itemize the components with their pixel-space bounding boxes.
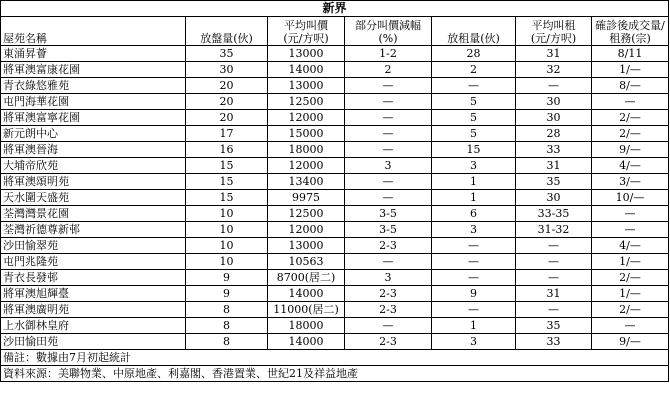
cell-cut: 3-5 — [345, 206, 432, 222]
cell-listings: 35 — [186, 46, 268, 62]
cell-listings: 30 — [186, 62, 268, 78]
header-cut-line2: (%) — [378, 32, 398, 45]
cell-rent-listings: 3 — [432, 222, 516, 238]
cell-avg-ask-price: 18000 — [268, 318, 345, 334]
cell-cut: 2-3 — [345, 238, 432, 254]
cell-name: 將軍澳旭輝臺 — [1, 286, 186, 302]
cell-rent-listings: 2 — [432, 62, 516, 78]
cell-cut: 2-3 — [345, 302, 432, 318]
cell-cut: — — [345, 318, 432, 334]
cell-avg-ask-price: 12500 — [268, 206, 345, 222]
cell-name: 將軍澳晉海 — [1, 142, 186, 158]
table-row — [1, 286, 669, 302]
cell-cut: 2-3 — [345, 286, 432, 302]
cell-avg-ask-rent: 35 — [516, 174, 592, 190]
cell-avg-ask-rent: 30 — [516, 190, 592, 206]
table-row — [1, 270, 669, 286]
header-rent-listings: 放租量(伙) — [432, 17, 516, 46]
cell-listings: 10 — [186, 254, 268, 270]
cell-rent-listings: — — [432, 78, 516, 94]
cell-avg-ask-price: 18000 — [268, 142, 345, 158]
table-row — [1, 174, 669, 190]
cell-avg-ask-price: 14000 — [268, 286, 345, 302]
table-title: 新界 — [1, 1, 669, 17]
cell-name: 將軍澳頌明苑 — [1, 174, 186, 190]
cell-confirmed: 9/— — [592, 334, 669, 350]
cell-avg-ask-price: 12000 — [268, 222, 345, 238]
cell-confirmed: 2/— — [592, 302, 669, 318]
source-row — [1, 366, 669, 382]
header-listings: 放盤量(伙) — [186, 17, 268, 46]
cell-listings: 9 — [186, 286, 268, 302]
cell-listings: 15 — [186, 158, 268, 174]
cell-name: 將軍澳富寧花園 — [1, 110, 186, 126]
cell-name: 天水圍天盛苑 — [1, 190, 186, 206]
cell-avg-ask-rent: 33 — [516, 142, 592, 158]
cell-cut: 3-5 — [345, 222, 432, 238]
cell-name: 青衣長發邨 — [1, 270, 186, 286]
cell-avg-ask-rent: 30 — [516, 94, 592, 110]
cell-rent-listings: — — [432, 270, 516, 286]
cell-name: 新元朗中心 — [1, 126, 186, 142]
cell-listings: 10 — [186, 238, 268, 254]
cell-avg-ask-price: 13000 — [268, 238, 345, 254]
cell-avg-ask-price: 13000 — [268, 46, 345, 62]
cell-avg-ask-rent: 33-35 — [516, 206, 592, 222]
cell-avg-ask-rent: 35 — [516, 318, 592, 334]
cell-confirmed: 9/— — [592, 142, 669, 158]
cell-listings: 20 — [186, 94, 268, 110]
cell-rent-listings: 9 — [432, 286, 516, 302]
cell-name: 東涌昇薈 — [1, 46, 186, 62]
header-avg-ask-price — [268, 17, 345, 46]
note-source: 資料來源：美聯物業、中原地產、利嘉閣、香港置業、世紀21及祥益地產 — [1, 366, 669, 382]
header-avg-ask-price-line1: 平均叫價 — [284, 19, 328, 32]
cell-name: 沙田愉翠苑 — [1, 238, 186, 254]
header-confirmed — [592, 17, 669, 46]
cell-cut: 3 — [345, 270, 432, 286]
cell-avg-ask-price: 13400 — [268, 174, 345, 190]
table-row — [1, 78, 669, 94]
cell-listings: 15 — [186, 174, 268, 190]
table-row — [1, 254, 669, 270]
table-row — [1, 94, 669, 110]
cell-listings: 10 — [186, 222, 268, 238]
note-row — [1, 350, 669, 366]
table-row — [1, 46, 669, 62]
cell-cut: 2 — [345, 62, 432, 78]
cell-name: 沙田愉田苑 — [1, 334, 186, 350]
cell-avg-ask-price: 12000 — [268, 158, 345, 174]
cell-avg-ask-price: 13000 — [268, 78, 345, 94]
header-row — [1, 17, 669, 46]
cell-name: 荃灣灣景花園 — [1, 206, 186, 222]
table-row — [1, 126, 669, 142]
header-confirmed-line2: 租務(宗) — [609, 32, 651, 45]
cell-avg-ask-rent: 31 — [516, 46, 592, 62]
cell-name: 將軍澳廣明苑 — [1, 302, 186, 318]
cell-cut: 2-3 — [345, 334, 432, 350]
cell-confirmed: — — [592, 94, 669, 110]
table-row — [1, 302, 669, 318]
cell-confirmed: 10/— — [592, 190, 669, 206]
table-row — [1, 222, 669, 238]
cell-confirmed: 8/11 — [592, 46, 669, 62]
cell-avg-ask-price: 14000 — [268, 334, 345, 350]
cell-cut: — — [345, 254, 432, 270]
cell-avg-ask-price: 11000(居二) — [268, 302, 345, 318]
cell-avg-ask-rent: 30 — [516, 110, 592, 126]
header-cut-line1: 部分叫價減幅 — [355, 19, 421, 32]
header-confirmed-line1: 確診後成交量/ — [595, 19, 665, 32]
cell-rent-listings: — — [432, 238, 516, 254]
cell-cut: — — [345, 174, 432, 190]
cell-name: 將軍澳富康花園 — [1, 62, 186, 78]
cell-name: 屯門兆隆苑 — [1, 254, 186, 270]
table-row — [1, 238, 669, 254]
cell-cut: — — [345, 78, 432, 94]
cell-name: 大埔帝欣苑 — [1, 158, 186, 174]
cell-cut: — — [345, 142, 432, 158]
cell-cut: 3 — [345, 158, 432, 174]
cell-name: 上水御林皇府 — [1, 318, 186, 334]
cell-avg-ask-rent: — — [516, 254, 592, 270]
cell-confirmed: — — [592, 318, 669, 334]
table-row — [1, 158, 669, 174]
cell-rent-listings: 3 — [432, 158, 516, 174]
header-cut — [345, 17, 432, 46]
cell-name: 屯門海華花園 — [1, 94, 186, 110]
cell-rent-listings: 6 — [432, 206, 516, 222]
cell-avg-ask-price: 15000 — [268, 126, 345, 142]
cell-confirmed: 2/— — [592, 126, 669, 142]
cell-avg-ask-price: 10563 — [268, 254, 345, 270]
cell-confirmed: 3/— — [592, 174, 669, 190]
cell-listings: 20 — [186, 78, 268, 94]
cell-confirmed: 4/— — [592, 238, 669, 254]
table-row — [1, 62, 669, 78]
table-row — [1, 318, 669, 334]
cell-avg-ask-rent: — — [516, 302, 592, 318]
cell-rent-listings: 1 — [432, 190, 516, 206]
cell-confirmed: — — [592, 206, 669, 222]
cell-confirmed: 1/— — [592, 62, 669, 78]
cell-avg-ask-price: 9975 — [268, 190, 345, 206]
cell-listings: 16 — [186, 142, 268, 158]
cell-rent-listings: 5 — [432, 94, 516, 110]
cell-rent-listings: 3 — [432, 334, 516, 350]
cell-listings: 9 — [186, 270, 268, 286]
cell-cut: — — [345, 126, 432, 142]
table-row — [1, 190, 669, 206]
cell-rent-listings: 1 — [432, 174, 516, 190]
cell-confirmed: 2/— — [592, 270, 669, 286]
cell-avg-ask-price: 14000 — [268, 62, 345, 78]
cell-avg-ask-rent: 31 — [516, 286, 592, 302]
cell-listings: 8 — [186, 302, 268, 318]
cell-rent-listings: 5 — [432, 110, 516, 126]
note-remark: 備註：數據由7月初起統計 — [1, 350, 669, 366]
cell-avg-ask-rent: 28 — [516, 126, 592, 142]
cell-rent-listings: 5 — [432, 126, 516, 142]
cell-avg-ask-rent: 31-32 — [516, 222, 592, 238]
cell-avg-ask-rent: — — [516, 238, 592, 254]
cell-cut: — — [345, 94, 432, 110]
cell-confirmed: — — [592, 222, 669, 238]
cell-confirmed: 1/— — [592, 254, 669, 270]
table-row — [1, 142, 669, 158]
header-avg-ask-rent-line1: 平均叫租 — [531, 19, 576, 32]
cell-avg-ask-price: 8700(居二) — [268, 270, 345, 286]
cell-listings: 15 — [186, 190, 268, 206]
cell-rent-listings: 28 — [432, 46, 516, 62]
table-row — [1, 206, 669, 222]
title-row — [1, 1, 669, 17]
cell-avg-ask-rent: 33 — [516, 334, 592, 350]
table-row — [1, 334, 669, 350]
cell-avg-ask-rent: — — [516, 78, 592, 94]
table-row — [1, 110, 669, 126]
cell-confirmed: 4/— — [592, 158, 669, 174]
cell-cut: — — [345, 190, 432, 206]
cell-cut: — — [345, 110, 432, 126]
cell-cut: 1-2 — [345, 46, 432, 62]
cell-confirmed: 2/— — [592, 110, 669, 126]
cell-avg-ask-rent: 31 — [516, 158, 592, 174]
cell-confirmed: 8/— — [592, 78, 669, 94]
cell-listings: 17 — [186, 126, 268, 142]
cell-listings: 8 — [186, 334, 268, 350]
cell-rent-listings: 15 — [432, 142, 516, 158]
cell-confirmed: 1/— — [592, 286, 669, 302]
cell-avg-ask-price: 12000 — [268, 110, 345, 126]
cell-name: 荃灣祈德尊新邨 — [1, 222, 186, 238]
cell-avg-ask-price: 12500 — [268, 94, 345, 110]
cell-avg-ask-rent: — — [516, 270, 592, 286]
cell-avg-ask-rent: 32 — [516, 62, 592, 78]
header-avg-ask-rent — [516, 17, 592, 46]
cell-listings: 10 — [186, 206, 268, 222]
cell-listings: 8 — [186, 318, 268, 334]
cell-name: 青衣綠悠雅苑 — [1, 78, 186, 94]
cell-rent-listings: — — [432, 254, 516, 270]
header-name: 屋苑名稱 — [1, 17, 186, 46]
header-avg-ask-rent-line2: (元/方呎) — [530, 32, 577, 45]
table-body — [1, 46, 669, 350]
cell-rent-listings: — — [432, 302, 516, 318]
header-avg-ask-price-line2: (元/方呎) — [283, 32, 329, 45]
cell-rent-listings: 1 — [432, 318, 516, 334]
cell-listings: 20 — [186, 110, 268, 126]
